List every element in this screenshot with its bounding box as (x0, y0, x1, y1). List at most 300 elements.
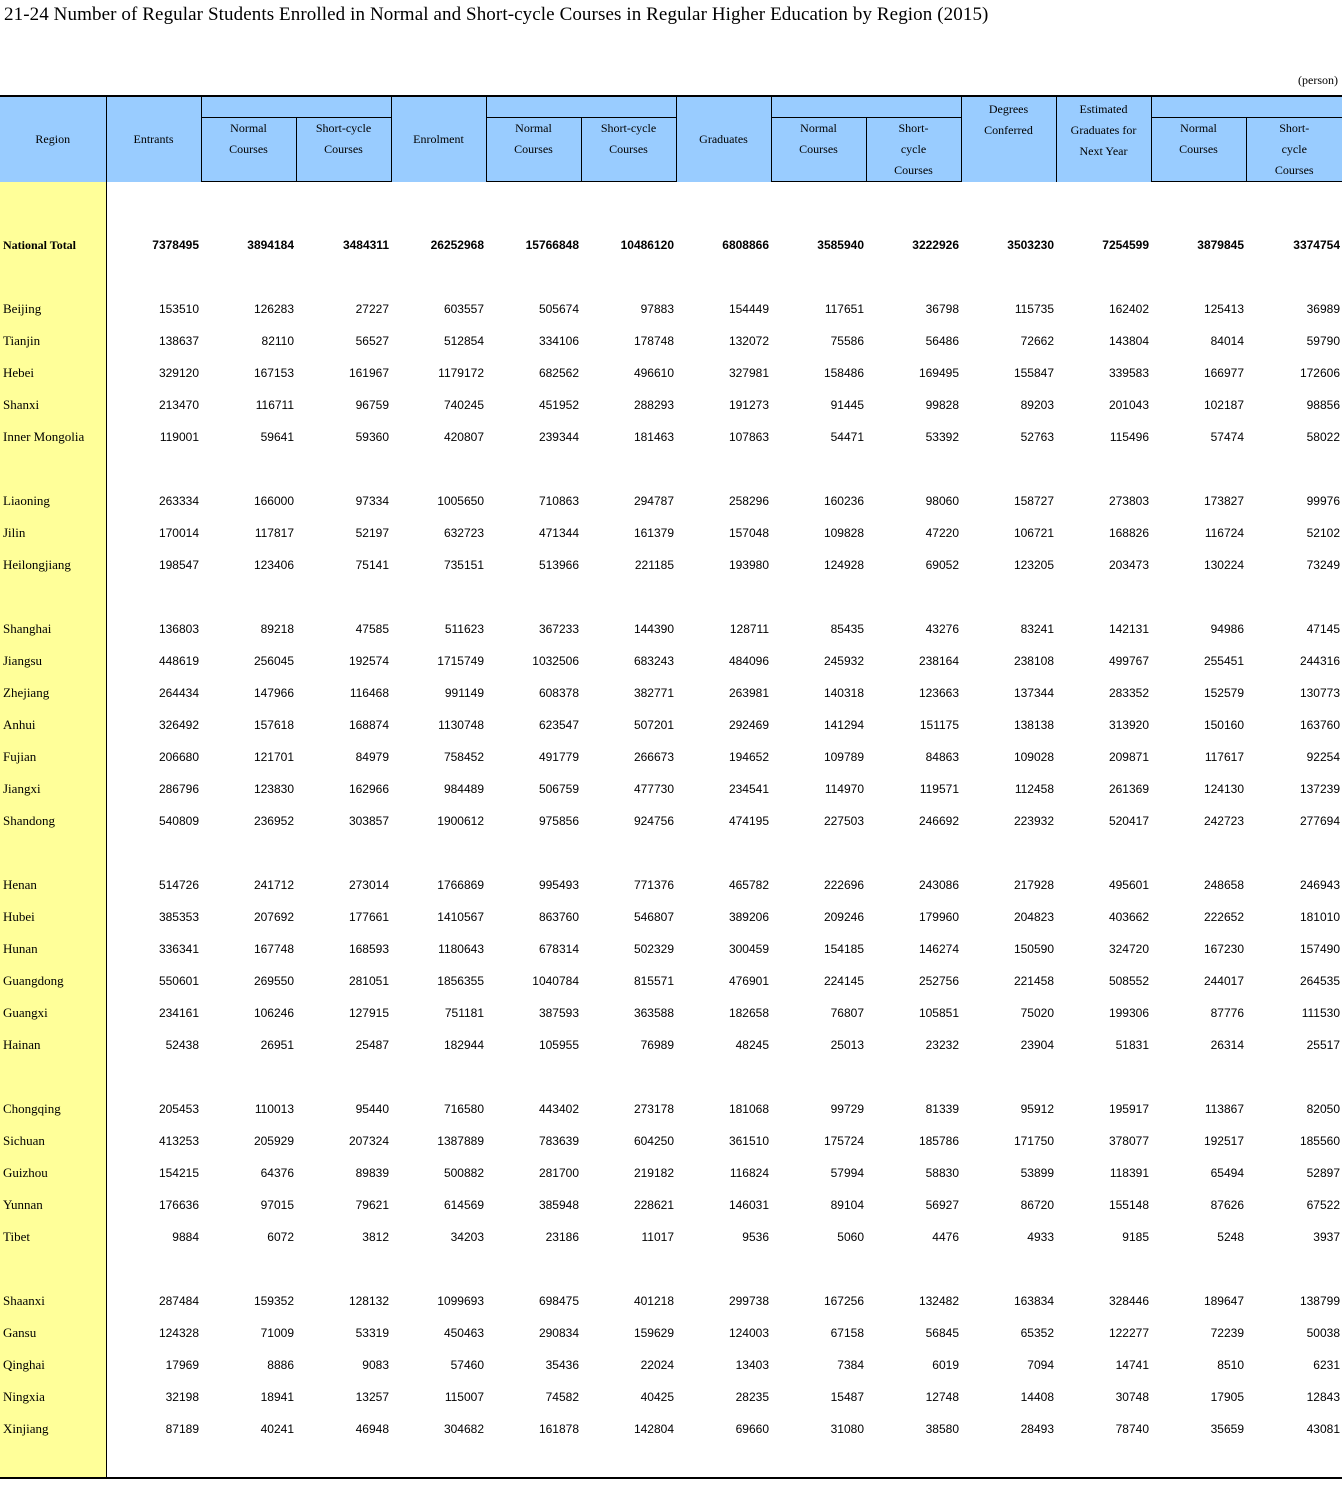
value-cell: 109028 (1013, 750, 1054, 764)
spacer-cell (391, 1253, 486, 1285)
value-cell: 204823 (1013, 910, 1054, 924)
value-cell: 3222926 (912, 238, 959, 252)
value-cell: 147966 (253, 686, 294, 700)
spacer-cell (296, 837, 391, 869)
region-cell: Gansu (0, 1317, 106, 1349)
value-cell: 540809 (158, 814, 199, 828)
value-cell: 67158 (830, 1326, 864, 1340)
value-cell: 25517 (1306, 1038, 1340, 1052)
table-row (0, 1413, 1342, 1445)
spacer-cell (866, 1445, 961, 1478)
region-cell: Shanxi (0, 389, 106, 421)
header-entrants-short-text: Short-cycle Courses (315, 121, 372, 156)
value-cell: 471344 (538, 526, 579, 540)
value-cell: 6072 (267, 1230, 294, 1244)
value-cell: 238108 (1013, 654, 1054, 668)
value-cell: 209871 (1108, 750, 1149, 764)
spacer-cell (1151, 182, 1246, 230)
value-cell: 264434 (158, 686, 199, 700)
spacer-cell (1056, 261, 1151, 293)
value-cell: 43276 (925, 622, 959, 636)
spacer-cell (1246, 1445, 1342, 1478)
value-cell: 106246 (253, 1006, 294, 1020)
value-cell: 192517 (1203, 1134, 1244, 1148)
value-cell: 26951 (260, 1038, 294, 1052)
spacer-cell (296, 1253, 391, 1285)
value-cell: 222652 (1203, 910, 1244, 924)
spacer-cell (296, 1061, 391, 1093)
spacer-cell (296, 1445, 391, 1478)
value-cell: 185560 (1299, 1134, 1340, 1148)
value-cell: 110013 (254, 1102, 294, 1116)
value-cell: 128711 (729, 622, 769, 636)
value-cell: 281700 (538, 1166, 579, 1180)
value-cell: 6231 (1313, 1358, 1340, 1372)
value-cell: 716580 (443, 1102, 484, 1116)
spacer-row (0, 182, 1342, 230)
value-cell: 205453 (158, 1102, 199, 1116)
value-cell: 12843 (1306, 1390, 1340, 1404)
value-cell: 512854 (443, 334, 484, 348)
value-cell: 290834 (538, 1326, 579, 1340)
value-cell: 117817 (254, 526, 294, 540)
spacer-cell (296, 261, 391, 293)
spacer-cell (106, 453, 201, 485)
value-cell: 98856 (1306, 398, 1340, 412)
value-cell: 48245 (735, 1038, 769, 1052)
spacer-cell (296, 581, 391, 613)
value-cell: 136803 (158, 622, 199, 636)
spacer-cell (391, 453, 486, 485)
value-cell: 283352 (1108, 686, 1149, 700)
header-entrants: Entrants (106, 96, 201, 182)
value-cell: 185786 (918, 1134, 959, 1148)
spacer-cell (771, 1445, 866, 1478)
region-cell: Guangxi (0, 997, 106, 1029)
value-cell: 3879845 (1197, 238, 1244, 252)
value-cell: 82110 (261, 334, 294, 348)
value-cell: 4476 (932, 1230, 959, 1244)
value-cell: 194652 (728, 750, 769, 764)
spacer-cell (106, 581, 201, 613)
header-estimated-span (1151, 96, 1342, 118)
region-cell: Shandong (0, 805, 106, 837)
value-cell: 474195 (728, 814, 769, 828)
spacer-cell (581, 261, 676, 293)
value-cell: 451952 (538, 398, 579, 412)
value-cell: 221185 (634, 558, 674, 572)
spacer-cell (866, 261, 961, 293)
value-cell: 161379 (633, 526, 674, 540)
value-cell: 160236 (823, 494, 864, 508)
value-cell: 11017 (641, 1230, 674, 1244)
value-cell: 182944 (443, 1038, 484, 1052)
value-cell: 3503230 (1007, 238, 1054, 252)
spacer-cell (106, 1445, 201, 1478)
value-cell: 154215 (158, 1166, 199, 1180)
spacer-cell (486, 453, 581, 485)
region-cell: Chongqing (0, 1093, 106, 1125)
value-cell: 201043 (1108, 398, 1149, 412)
value-cell: 10486120 (620, 238, 674, 252)
table-row (0, 1349, 1342, 1381)
value-cell: 97334 (355, 494, 389, 508)
value-cell: 15487 (830, 1390, 864, 1404)
value-cell: 367233 (538, 622, 579, 636)
value-cell: 121701 (253, 750, 294, 764)
spacer-cell (1056, 837, 1151, 869)
value-cell: 244316 (1299, 654, 1340, 668)
header-degrees-conferred (961, 96, 1056, 182)
value-cell: 3894184 (247, 238, 294, 252)
spacer-cell (0, 453, 106, 485)
value-cell: 9185 (1122, 1230, 1149, 1244)
table-row (0, 805, 1342, 837)
value-cell: 75020 (1020, 1006, 1054, 1020)
spacer-cell (201, 837, 296, 869)
value-cell: 403662 (1108, 910, 1149, 924)
table-row (0, 549, 1342, 581)
value-cell: 150590 (1013, 942, 1054, 956)
spacer-cell (1246, 261, 1342, 293)
value-cell: 288293 (633, 398, 674, 412)
header-enrolment-short-text: Short-cycle Courses (600, 121, 657, 156)
value-cell: 98060 (925, 494, 959, 508)
value-cell: 64376 (260, 1166, 294, 1180)
value-cell: 58830 (925, 1166, 959, 1180)
value-cell: 166000 (253, 494, 294, 508)
value-cell: 496610 (633, 366, 674, 380)
spacer-cell (581, 1253, 676, 1285)
value-cell: 13257 (355, 1390, 389, 1404)
value-cell: 47145 (1306, 622, 1340, 636)
table-row (0, 389, 1342, 421)
value-cell: 507201 (633, 718, 674, 732)
value-cell: 294787 (633, 494, 674, 508)
value-cell: 173827 (1203, 494, 1244, 508)
spacer-row (0, 1445, 1342, 1478)
value-cell: 4933 (1027, 1230, 1054, 1244)
value-cell: 56527 (355, 334, 389, 348)
value-cell: 163760 (1299, 718, 1340, 732)
value-cell: 107863 (728, 430, 769, 444)
value-cell: 52197 (355, 526, 389, 540)
value-cell: 52438 (165, 1038, 199, 1052)
value-cell: 224145 (823, 974, 864, 988)
value-cell: 113867 (1204, 1102, 1244, 1116)
value-cell: 84979 (355, 750, 389, 764)
value-cell: 123205 (1013, 558, 1054, 572)
spacer-cell (1246, 182, 1342, 230)
header-estimated-short-text: Short- cycle Courses (1274, 121, 1314, 177)
value-cell: 758452 (443, 750, 484, 764)
header-entrants-normal-text: Normal Courses (229, 121, 268, 156)
value-cell: 115496 (1109, 430, 1149, 444)
value-cell: 13403 (735, 1358, 769, 1372)
value-cell: 313920 (1108, 718, 1149, 732)
spacer-row (0, 1061, 1342, 1093)
value-cell: 206680 (158, 750, 199, 764)
value-cell: 118391 (1109, 1166, 1149, 1180)
value-cell: 50038 (1306, 1326, 1340, 1340)
value-cell: 500882 (443, 1166, 484, 1180)
value-cell: 193980 (728, 558, 769, 572)
header-estimated-normal (1151, 118, 1246, 182)
value-cell: 242723 (1203, 814, 1244, 828)
value-cell: 76989 (640, 1038, 674, 1052)
value-cell: 83241 (1020, 622, 1054, 636)
header-estimated-short (1246, 118, 1342, 182)
value-cell: 698475 (538, 1294, 579, 1308)
value-cell: 241712 (253, 878, 294, 892)
spacer-cell (961, 182, 1056, 230)
table-row (0, 325, 1342, 357)
header-enrolment-short (581, 118, 676, 182)
value-cell: 153510 (158, 302, 199, 316)
spacer-cell (391, 1445, 486, 1478)
value-cell: 217928 (1013, 878, 1054, 892)
value-cell: 245932 (823, 654, 864, 668)
value-cell: 119001 (159, 430, 199, 444)
value-cell: 57474 (1210, 430, 1244, 444)
value-cell: 678314 (538, 942, 579, 956)
value-cell: 87189 (165, 1422, 199, 1436)
value-cell: 222696 (823, 878, 864, 892)
spacer-cell (486, 261, 581, 293)
value-cell: 28235 (735, 1390, 769, 1404)
value-cell: 89203 (1020, 398, 1054, 412)
region-cell: Zhejiang (0, 677, 106, 709)
value-cell: 53899 (1020, 1166, 1054, 1180)
table-row (0, 709, 1342, 741)
value-cell: 450463 (443, 1326, 484, 1340)
value-cell: 128132 (348, 1294, 389, 1308)
region-cell: Fujian (0, 741, 106, 773)
value-cell: 59360 (355, 430, 389, 444)
value-cell: 65494 (1210, 1166, 1244, 1180)
spacer-cell (676, 837, 771, 869)
value-cell: 266673 (633, 750, 674, 764)
spacer-cell (676, 1061, 771, 1093)
value-cell: 623547 (538, 718, 579, 732)
value-cell: 264535 (1299, 974, 1340, 988)
table-row (0, 421, 1342, 453)
value-cell: 1005650 (437, 494, 484, 508)
value-cell: 78740 (1115, 1422, 1149, 1436)
value-cell: 56845 (925, 1326, 959, 1340)
value-cell: 102187 (1203, 398, 1244, 412)
value-cell: 142131 (1108, 622, 1149, 636)
value-cell: 35659 (1210, 1422, 1244, 1436)
value-cell: 59790 (1306, 334, 1340, 348)
value-cell: 53319 (355, 1326, 389, 1340)
value-cell: 17905 (1210, 1390, 1244, 1404)
value-cell: 176636 (158, 1198, 199, 1212)
header-graduates-normal-text: Normal Courses (799, 121, 838, 156)
value-cell: 46948 (355, 1422, 389, 1436)
value-cell: 191273 (728, 398, 769, 412)
value-cell: 520417 (1108, 814, 1149, 828)
value-cell: 34203 (450, 1230, 484, 1244)
header-estimated-text: Estimated Graduates for Next Year (1070, 102, 1137, 158)
value-cell: 75586 (830, 334, 864, 348)
table-row (0, 997, 1342, 1029)
value-cell: 683243 (633, 654, 674, 668)
value-cell: 25013 (830, 1038, 864, 1052)
value-cell: 263334 (158, 494, 199, 508)
spacer-cell (676, 453, 771, 485)
value-cell: 300459 (728, 942, 769, 956)
spacer-cell (106, 261, 201, 293)
spacer-cell (961, 581, 1056, 613)
region-cell: National Total (0, 229, 106, 261)
header-graduates-span (771, 96, 961, 118)
value-cell: 32198 (165, 1390, 199, 1404)
value-cell: 159352 (253, 1294, 294, 1308)
region-cell: Xinjiang (0, 1413, 106, 1445)
spacer-cell (0, 182, 106, 230)
value-cell: 38580 (925, 1422, 959, 1436)
spacer-cell (961, 1253, 1056, 1285)
value-cell: 40241 (260, 1422, 294, 1436)
value-cell: 1180643 (438, 942, 484, 956)
spacer-cell (1056, 581, 1151, 613)
value-cell: 177661 (348, 910, 389, 924)
table-row (0, 1157, 1342, 1189)
spacer-cell (296, 182, 391, 230)
table-row (0, 485, 1342, 517)
value-cell: 123830 (253, 782, 294, 796)
spacer-cell (201, 182, 296, 230)
value-cell: 363588 (633, 1006, 674, 1020)
value-cell: 116468 (349, 686, 389, 700)
value-cell: 5248 (1217, 1230, 1244, 1244)
value-cell: 219182 (633, 1166, 674, 1180)
spacer-cell (486, 1253, 581, 1285)
table-row (0, 1221, 1342, 1253)
value-cell: 269550 (253, 974, 294, 988)
value-cell: 181068 (728, 1102, 769, 1116)
value-cell: 223932 (1013, 814, 1054, 828)
value-cell: 43081 (1306, 1422, 1340, 1436)
spacer-cell (866, 1253, 961, 1285)
value-cell: 105851 (918, 1006, 959, 1020)
value-cell: 203473 (1108, 558, 1149, 572)
spacer-cell (771, 261, 866, 293)
value-cell: 158486 (823, 366, 864, 380)
value-cell: 130773 (1299, 686, 1340, 700)
value-cell: 14408 (1020, 1390, 1054, 1404)
value-cell: 106721 (1013, 526, 1054, 540)
value-cell: 36989 (1306, 302, 1340, 316)
spacer-cell (581, 182, 676, 230)
value-cell: 59641 (260, 430, 294, 444)
spacer-cell (106, 182, 201, 230)
value-cell: 89218 (260, 622, 294, 636)
value-cell: 334106 (538, 334, 579, 348)
value-cell: 51831 (1115, 1038, 1149, 1052)
value-cell: 258296 (728, 494, 769, 508)
value-cell: 154185 (823, 942, 864, 956)
value-cell: 5060 (837, 1230, 864, 1244)
spacer-cell (1056, 1253, 1151, 1285)
value-cell: 166977 (1203, 366, 1244, 380)
value-cell: 72239 (1210, 1326, 1244, 1340)
spacer-cell (771, 1061, 866, 1093)
value-cell: 234161 (158, 1006, 199, 1020)
value-cell: 112458 (1014, 782, 1054, 796)
value-cell: 476901 (728, 974, 769, 988)
value-cell: 114970 (824, 782, 864, 796)
value-cell: 7384 (837, 1358, 864, 1372)
value-cell: 207692 (253, 910, 294, 924)
value-cell: 99729 (830, 1102, 864, 1116)
value-cell: 95440 (355, 1102, 389, 1116)
value-cell: 142804 (633, 1422, 674, 1436)
value-cell: 105955 (538, 1038, 579, 1052)
value-cell: 506759 (538, 782, 579, 796)
value-cell: 324720 (1108, 942, 1149, 956)
value-cell: 138138 (1013, 718, 1054, 732)
value-cell: 608378 (538, 686, 579, 700)
value-cell: 420807 (443, 430, 484, 444)
value-cell: 84014 (1210, 334, 1244, 348)
table-body (0, 182, 1342, 1479)
value-cell: 161967 (348, 366, 389, 380)
value-cell: 3812 (362, 1230, 389, 1244)
value-cell: 161878 (538, 1422, 579, 1436)
value-cell: 195917 (1108, 1102, 1149, 1116)
spacer-cell (961, 1445, 1056, 1478)
spacer-cell (771, 837, 866, 869)
value-cell: 56486 (925, 334, 959, 348)
value-cell: 189647 (1203, 1294, 1244, 1308)
spacer-cell (391, 837, 486, 869)
value-cell: 244017 (1203, 974, 1244, 988)
value-cell: 115735 (1014, 302, 1054, 316)
value-cell: 815571 (633, 974, 674, 988)
value-cell: 1387889 (437, 1134, 484, 1148)
spacer-row (0, 453, 1342, 485)
value-cell: 604250 (633, 1134, 674, 1148)
spacer-cell (391, 182, 486, 230)
value-cell: 491779 (538, 750, 579, 764)
value-cell: 8510 (1217, 1358, 1244, 1372)
value-cell: 117617 (1204, 750, 1244, 764)
value-cell: 127915 (348, 1006, 389, 1020)
value-cell: 477730 (633, 782, 674, 796)
value-cell: 401218 (633, 1294, 674, 1308)
value-cell: 508552 (1108, 974, 1149, 988)
spacer-cell (866, 182, 961, 230)
region-cell: Hainan (0, 1029, 106, 1061)
value-cell: 72662 (1020, 334, 1054, 348)
value-cell: 89104 (830, 1198, 864, 1212)
value-cell: 65352 (1020, 1326, 1054, 1340)
value-cell: 58022 (1306, 430, 1340, 444)
value-cell: 327981 (728, 366, 769, 380)
value-cell: 175724 (823, 1134, 864, 1148)
region-cell: Hunan (0, 933, 106, 965)
value-cell: 1410567 (437, 910, 484, 924)
value-cell: 181463 (633, 430, 674, 444)
table-row (0, 1189, 1342, 1221)
value-cell: 984489 (443, 782, 484, 796)
header-estimated-normal-text: Normal Courses (1179, 121, 1218, 156)
value-cell: 207324 (348, 1134, 389, 1148)
value-cell: 23904 (1020, 1038, 1054, 1052)
value-cell: 124130 (1203, 782, 1244, 796)
